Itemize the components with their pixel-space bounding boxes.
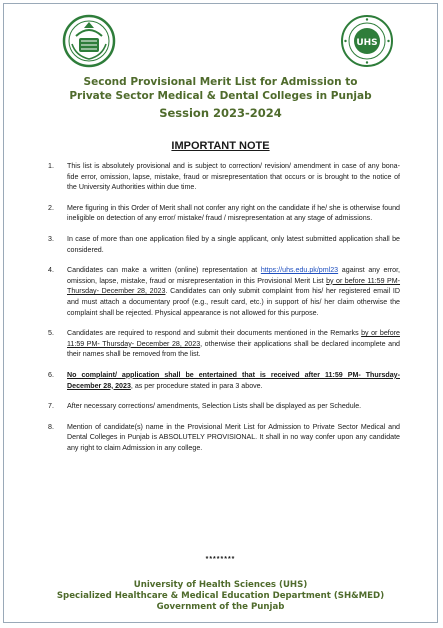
footer-department: Specialized Healthcare & Medical Education Department (SH&MED) — [56, 591, 385, 601]
note-item-2: 2. Mere figuring in this Order of Merit shall not confer any right on the candidate if he/ she is otherwise found ineligible on detection of any error/ mistake/ fraud / misrepresentation at any stage of admissions. — [48, 203, 400, 223]
deadline-text: by or before 11:59 PM- Thursday- December 28, 2023 — [67, 329, 400, 348]
note-item-8: 8. Mention of candidate(s) name in the Provisional Merit List for Admission to Private Sector Medical and Dental Colleges in Punjab is ABSOLUTELY PROVISIONAL. It shall in no way confer upon any candidate any right to claim Admission in any college. — [48, 422, 400, 452]
document-page — [3, 3, 438, 623]
notes-list — [48, 161, 400, 463]
representation-link[interactable]: https://uhs.edu.pk/pml23 — [260, 266, 339, 275]
no-complaint-notice: No complaint/ application shall be entertained that is received after 11:59 PM- Thursday- December 28, 2023 — [67, 370, 400, 390]
title-line-1: Second Provisional Merit List for Admission to — [83, 76, 358, 88]
note-item-3: 3. In case of more than one application filed by a single applicant, only latest submitted application shall be considered. — [48, 234, 400, 254]
uhs-seal-logo — [340, 14, 394, 68]
footer-university: University of Health Sciences (UHS) — [133, 580, 308, 590]
deadline-text: by or before 11:59 PM- Thursday- December 28, 2023 — [67, 276, 401, 296]
session-title: Session 2023-2024 — [159, 106, 282, 120]
note-item-7: 7. After necessary corrections/ amendments, Selection Lists shall be displayed as per Schedule. — [48, 402, 362, 411]
footer-government: Government of the Punjab — [156, 602, 285, 612]
separator-stars: ******** — [205, 556, 236, 563]
note-item-5: 5. Candidates are required to respond and submit their documents mentioned in the Remarks by or before 11:59 PM- Thursday- December 28, 2023, otherwise their applications shall be declared incomplete and their names shall be removed from the list. — [48, 329, 400, 359]
title-line-2: Private Sector Medical & Dental Colleges in Punjab — [69, 90, 372, 102]
punjab-emblem-logo — [62, 14, 116, 68]
important-note-heading: IMPORTANT NOTE — [171, 140, 270, 152]
svg-text:UHS: UHS — [356, 38, 378, 48]
note-item-4: 4. Candidates can make a written (online) representation at https://uhs.edu.pk/pml23 against any error, omission, lapse, mistake, fraud or misrepresentation in this Provisional Merit List by or before 11:59 PM- Thursday- December 28, 2023. Candidates can only submit complaint from his/ her registered email ID and must attach a documentary proof (e.g., result card, etc.) in support of his/ her claim otherwise the complaint shall be rejected. Physical appearance is not allowed for this purpose. — [48, 266, 401, 317]
note-item-1: 1. This list is absolutely provisional and is subject to correction/ revision/ amendment in case of any bona-fide error, omission, lapse, mistake, fraud or misrepresentation that occurs or is brought to the notice of the University Authorities within due time. — [48, 162, 400, 192]
note-item-6: 6. No complaint/ application shall be entertained that is received after 11:59 PM- Thursday- December 28, 2023, as per procedure stated in para 3 above. — [48, 370, 400, 390]
